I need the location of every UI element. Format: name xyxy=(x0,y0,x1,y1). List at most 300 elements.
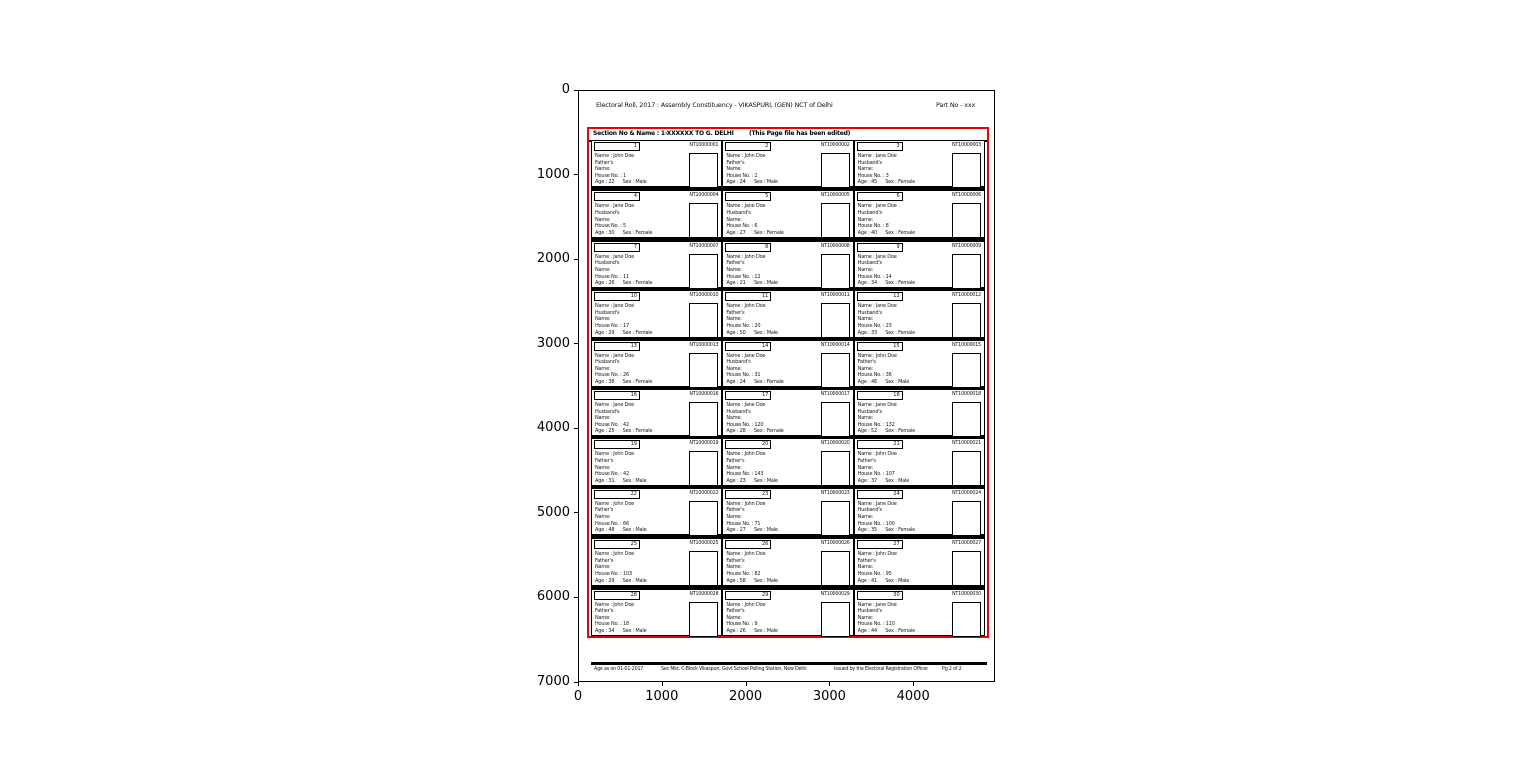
serial-number-box: 19 xyxy=(594,440,640,449)
epic-number: NT10000005 xyxy=(820,193,850,199)
voter-details xyxy=(858,203,915,236)
age-sex-line: Age : 46 Sex : Male xyxy=(857,379,910,385)
photo-box xyxy=(821,451,850,486)
voter-name-line: Name : Jane Doe xyxy=(857,500,897,507)
age-sex-line: Age : 28 Sex : Female xyxy=(726,428,784,435)
y-tick-mark xyxy=(574,343,578,344)
age-sex-line: Age : 24 Sex : Female xyxy=(726,379,784,385)
age-sex-line: Age : 26 Sex : Female xyxy=(595,280,653,287)
house-number-line: House No. : 1 xyxy=(595,172,627,179)
epic-number: NT10000015 xyxy=(952,342,981,348)
voter-card xyxy=(722,340,853,387)
epic-number: NT10000020 xyxy=(820,441,850,447)
voter-name-line: Name : Jane Doe xyxy=(726,203,766,210)
serial-number-box: 13 xyxy=(594,342,640,351)
voter-name-line: Name : John Doe xyxy=(595,451,635,458)
relation-name-line: Name: xyxy=(726,614,742,621)
photo-box xyxy=(689,303,718,338)
voter-details xyxy=(858,153,915,186)
serial-number-box: 24 xyxy=(857,490,903,499)
epic-number: NT10000006 xyxy=(952,193,981,199)
voter-card xyxy=(854,290,985,337)
relation-name-line: Name: xyxy=(726,514,742,521)
relation-name-line: Name: xyxy=(857,614,874,621)
relation-name-line: Name: xyxy=(595,514,611,521)
section-label: Section No & Name : 1-XXXXXX TO G. DELHI xyxy=(593,130,734,137)
voter-card xyxy=(591,190,722,237)
footer-polling-station: Sec Mkt, C-Block Vikaspuri, Govt School Polling Station, New Delhi xyxy=(661,667,807,672)
age-sex-line: Age : 33 Sex : Female xyxy=(857,329,915,336)
age-sex-line: Age : 27 Sex : Male xyxy=(726,527,778,534)
voter-name-line: Name : Jane Doe xyxy=(726,352,766,359)
relation-name-line: Name: xyxy=(857,464,874,471)
house-number-line: House No. : 82 xyxy=(726,571,761,578)
voter-card xyxy=(722,389,853,436)
relation-name-line: Name: xyxy=(857,514,874,521)
house-number-line: House No. : 8 xyxy=(857,223,889,230)
voter-name-line: Name : John Doe xyxy=(857,551,897,558)
epic-number: NT10000007 xyxy=(689,243,719,249)
epic-number: NT10000004 xyxy=(689,193,719,199)
age-sex-line: Age : 58 Sex : Male xyxy=(726,577,778,584)
relation-name-line: Name: xyxy=(726,464,742,471)
y-tick-label: 7000 xyxy=(536,674,570,689)
epic-number: NT10000024 xyxy=(952,490,981,496)
relation-name-line: Name: xyxy=(726,564,742,571)
relation-line: Father's xyxy=(857,359,876,366)
relation-name-line: Name: xyxy=(857,415,874,422)
photo-box xyxy=(821,501,850,536)
relation-name-line: Name: xyxy=(726,216,742,223)
voter-grid xyxy=(591,140,985,636)
age-sex-line: Age : 35 Sex : Female xyxy=(857,527,915,534)
voter-details xyxy=(595,303,652,336)
epic-number: NT10000008 xyxy=(820,243,850,249)
serial-number-box: 14 xyxy=(725,342,771,351)
voter-name-line: Name : John Doe xyxy=(595,500,635,507)
serial-number-box: 10 xyxy=(594,292,640,301)
voter-details xyxy=(595,451,646,484)
age-sex-line: Age : 37 Sex : Male xyxy=(857,477,910,484)
relation-line: Father's xyxy=(726,159,745,166)
photo-box xyxy=(952,501,981,536)
age-sex-line: Age : 45 Sex : Female xyxy=(857,179,915,186)
relation-name-line: Name: xyxy=(857,564,874,571)
voter-row xyxy=(591,340,985,389)
epic-number: NT10000002 xyxy=(820,143,850,148)
part-number: Part No - xxx xyxy=(936,101,976,109)
voter-card xyxy=(591,438,722,485)
epic-number: NT10000009 xyxy=(952,243,981,249)
voter-details xyxy=(726,402,783,435)
voter-details xyxy=(858,254,915,287)
epic-number: NT10000011 xyxy=(820,293,850,299)
house-number-line: House No. : 6 xyxy=(726,223,758,230)
serial-number-box: 16 xyxy=(594,391,640,400)
voter-details xyxy=(726,501,777,534)
voter-details xyxy=(858,602,915,635)
voter-name-line: Name : John Doe xyxy=(726,451,766,458)
relation-line: Father's xyxy=(726,608,745,615)
voter-details xyxy=(595,602,646,635)
voter-row xyxy=(591,538,985,588)
voter-name-line: Name : John Doe xyxy=(726,601,766,608)
photo-box xyxy=(952,602,981,637)
age-sex-line: Age : 44 Sex : Female xyxy=(857,628,915,635)
roll-header-title: Electoral Roll, 2017 : Assembly Constituency - VIKASPURI, (GEN) NCT of Delhi xyxy=(596,101,833,109)
voter-card xyxy=(854,589,985,636)
epic-number: NT10000001 xyxy=(689,143,719,148)
age-sex-line: Age : 25 Sex : Female xyxy=(595,428,653,435)
voter-card xyxy=(854,340,985,387)
relation-line: Husband's xyxy=(857,210,882,216)
voter-card xyxy=(591,538,722,585)
epic-number: NT10000029 xyxy=(820,591,850,597)
voter-details xyxy=(595,153,646,186)
age-sex-line: Age : 24 Sex : Male xyxy=(726,179,778,186)
photo-box xyxy=(689,203,718,238)
footer-page-number: Pg 2 of 2 xyxy=(942,667,962,672)
relation-line: Father's xyxy=(595,557,614,564)
x-tick-label: 0 xyxy=(573,689,583,704)
relation-line: Husband's xyxy=(857,507,882,514)
relation-name-line: Name: xyxy=(857,166,874,173)
age-sex-line: Age : 26 Sex : Male xyxy=(726,628,778,635)
age-sex-line: Age : 23 Sex : Male xyxy=(726,477,778,484)
y-tick-label: 6000 xyxy=(536,589,570,605)
voter-name-line: Name : Jane Doe xyxy=(857,153,897,159)
voter-row xyxy=(591,241,985,290)
photo-box xyxy=(821,402,850,437)
relation-name-line: Name: xyxy=(595,614,611,621)
relation-line: Father's xyxy=(595,159,614,166)
voter-card xyxy=(854,140,985,187)
relation-line: Father's xyxy=(726,309,745,316)
house-number-line: House No. : 120 xyxy=(726,421,764,428)
epic-number: NT10000028 xyxy=(689,591,719,597)
x-tick-label: 3000 xyxy=(812,689,846,704)
photo-box xyxy=(689,551,718,586)
serial-number-box: 20 xyxy=(725,440,771,449)
y-tick-mark xyxy=(574,259,578,260)
serial-number-box: 9 xyxy=(857,243,903,252)
relation-line: Father's xyxy=(595,507,614,514)
age-sex-line: Age : 29 Sex : Female xyxy=(595,329,653,336)
epic-number: NT10000027 xyxy=(952,541,981,547)
voter-details xyxy=(726,153,777,186)
voter-row xyxy=(591,589,985,636)
voter-details xyxy=(726,602,777,635)
photo-box xyxy=(689,602,718,637)
voter-details xyxy=(858,451,909,484)
x-tick-mark xyxy=(829,682,830,686)
age-sex-line: Age : 30 Sex : Female xyxy=(595,229,653,236)
voter-name-line: Name : Jane Doe xyxy=(857,303,897,310)
house-number-line: House No. : 95 xyxy=(857,571,892,578)
serial-number-box: 11 xyxy=(725,292,771,301)
voter-details xyxy=(595,402,652,435)
x-tick-label: 4000 xyxy=(896,689,930,704)
photo-box xyxy=(821,203,850,238)
photo-box xyxy=(952,153,981,188)
y-tick-mark xyxy=(574,512,578,513)
voter-card xyxy=(854,538,985,585)
voter-details xyxy=(726,551,777,584)
relation-line: Father's xyxy=(595,458,614,465)
house-number-line: House No. : 3 xyxy=(857,172,889,179)
serial-number-box: 28 xyxy=(594,591,640,600)
relation-name-line: Name: xyxy=(595,267,611,273)
relation-line: Husband's xyxy=(595,309,620,316)
serial-number-box: 2 xyxy=(725,142,771,151)
serial-number-box: 17 xyxy=(725,391,771,400)
voter-row xyxy=(591,290,985,339)
epic-number: NT10000016 xyxy=(689,392,719,398)
relation-name-line: Name: xyxy=(595,415,611,422)
relation-line: Father's xyxy=(726,458,745,465)
relation-name-line: Name: xyxy=(726,166,742,173)
voter-name-line: Name : John Doe xyxy=(857,451,897,458)
voter-row xyxy=(591,190,985,240)
voter-card xyxy=(591,241,722,288)
relation-line: Father's xyxy=(857,557,876,564)
voter-name-line: Name : John Doe xyxy=(726,303,766,310)
relation-name-line: Name: xyxy=(857,267,874,273)
footer-rule xyxy=(591,662,987,665)
house-number-line: House No. : 100 xyxy=(857,520,895,527)
voter-card xyxy=(854,190,985,237)
voter-name-line: Name : Jane Doe xyxy=(857,203,897,210)
house-number-line: House No. : 103 xyxy=(595,571,632,578)
epic-number: NT10000023 xyxy=(820,490,850,496)
plot-axes xyxy=(578,90,995,682)
voter-name-line: Name : Jane Doe xyxy=(595,402,634,409)
age-sex-line: Age : 40 Sex : Female xyxy=(857,229,915,236)
house-number-line: House No. : 14 xyxy=(857,273,892,280)
epic-number: NT10000017 xyxy=(820,392,850,398)
age-sex-line: Age : 27 Sex : Female xyxy=(726,229,784,236)
y-tick-label: 5000 xyxy=(536,504,570,520)
relation-line: Husband's xyxy=(595,408,620,415)
serial-number-box: 5 xyxy=(725,192,771,201)
age-sex-line: Age : 34 Sex : Male xyxy=(595,628,647,635)
house-number-line: House No. : 18 xyxy=(595,621,629,628)
voter-name-line: Name : Jane Doe xyxy=(595,303,634,310)
photo-box xyxy=(689,353,718,388)
serial-number-box: 23 xyxy=(725,490,771,499)
house-number-line: House No. : 26 xyxy=(595,372,629,379)
relation-name-line: Name: xyxy=(726,316,742,323)
photo-box xyxy=(952,203,981,238)
relation-line: Husband's xyxy=(857,159,882,166)
photo-box xyxy=(821,303,850,338)
footer-issuer: Issued by the Electoral Registration Officer xyxy=(834,667,929,672)
section-note: (This Page file has been edited) xyxy=(749,130,851,137)
house-number-line: House No. : 2 xyxy=(726,172,758,179)
voter-name-line: Name : John Doe xyxy=(726,551,766,558)
voter-name-line: Name : Jane Doe xyxy=(857,402,897,409)
relation-name-line: Name: xyxy=(857,216,874,223)
voter-name-line: Name : John Doe xyxy=(595,601,635,608)
voter-details xyxy=(858,402,915,435)
house-number-line: House No. : 12 xyxy=(726,273,761,280)
relation-line: Husband's xyxy=(857,608,882,615)
voter-card xyxy=(722,589,853,636)
house-number-line: House No. : 36 xyxy=(857,372,892,379)
relation-line: Husband's xyxy=(857,408,882,415)
voter-card xyxy=(854,389,985,436)
relation-line: Husband's xyxy=(595,260,620,267)
voter-card xyxy=(722,438,853,485)
relation-line: Husband's xyxy=(726,210,751,216)
epic-number: NT10000025 xyxy=(689,541,719,547)
voter-card xyxy=(722,140,853,187)
age-sex-line: Age : 21 Sex : Male xyxy=(726,280,778,287)
voter-details xyxy=(595,353,652,386)
relation-name-line: Name: xyxy=(726,365,742,372)
photo-box xyxy=(821,153,850,188)
voter-row xyxy=(591,389,985,438)
voter-card xyxy=(591,290,722,337)
age-sex-line: Age : 34 Sex : Female xyxy=(857,280,915,287)
voter-name-line: Name : John Doe xyxy=(726,153,766,159)
house-number-line: House No. : 66 xyxy=(595,520,629,527)
house-number-line: House No. : 132 xyxy=(857,421,895,428)
house-number-line: House No. : 5 xyxy=(595,223,627,230)
x-tick-mark xyxy=(746,682,747,686)
relation-line: Father's xyxy=(726,557,745,564)
photo-box xyxy=(952,451,981,486)
relation-line: Husband's xyxy=(857,309,882,316)
photo-box xyxy=(821,602,850,637)
serial-number-box: 15 xyxy=(857,342,903,351)
house-number-line: House No. : 23 xyxy=(857,323,892,329)
serial-number-box: 26 xyxy=(725,540,771,549)
photo-box xyxy=(689,254,718,289)
age-sex-line: Age : 31 Sex : Male xyxy=(595,477,647,484)
serial-number-box: 4 xyxy=(594,192,640,201)
voter-card xyxy=(854,241,985,288)
photo-box xyxy=(821,353,850,388)
voter-card xyxy=(722,290,853,337)
house-number-line: House No. : 71 xyxy=(726,520,761,527)
voter-row xyxy=(591,438,985,487)
house-number-line: House No. : 42 xyxy=(595,471,629,478)
voter-card xyxy=(722,538,853,585)
relation-name-line: Name: xyxy=(857,316,874,323)
photo-box xyxy=(821,551,850,586)
photo-box xyxy=(952,254,981,289)
epic-number: NT10000003 xyxy=(952,143,981,148)
voter-details xyxy=(858,551,909,584)
age-sex-line: Age : 41 Sex : Male xyxy=(857,577,910,584)
voter-card xyxy=(722,241,853,288)
voter-details xyxy=(726,451,777,484)
epic-number: NT10000012 xyxy=(952,293,981,299)
serial-number-box: 7 xyxy=(594,243,640,252)
epic-number: NT10000021 xyxy=(952,441,981,447)
relation-line: Husband's xyxy=(595,359,620,366)
voter-name-line: Name : Jane Doe xyxy=(595,352,634,359)
voter-details xyxy=(726,203,783,236)
age-sex-line: Age : 22 Sex : Male xyxy=(595,179,647,186)
relation-name-line: Name: xyxy=(595,564,611,571)
photo-box xyxy=(952,551,981,586)
epic-number: NT10000013 xyxy=(689,342,719,348)
y-tick-mark xyxy=(574,597,578,598)
relation-line: Husband's xyxy=(857,260,882,267)
relation-name-line: Name: xyxy=(857,365,874,372)
age-sex-line: Age : 52 Sex : Female xyxy=(857,428,915,435)
house-number-line: House No. : 20 xyxy=(726,323,761,329)
serial-number-box: 22 xyxy=(594,490,640,499)
house-number-line: House No. : 31 xyxy=(726,372,761,379)
relation-name-line: Name: xyxy=(726,267,742,273)
epic-number: NT10000030 xyxy=(952,591,981,597)
voter-details xyxy=(726,254,777,287)
y-tick-label: 4000 xyxy=(536,420,570,436)
y-tick-label: 3000 xyxy=(536,335,570,351)
relation-name-line: Name: xyxy=(726,415,742,422)
relation-line: Husband's xyxy=(726,359,751,366)
voter-details xyxy=(595,551,646,584)
epic-number: NT10000022 xyxy=(689,490,719,496)
house-number-line: House No. : 9 xyxy=(726,621,758,628)
age-sex-line: Age : 38 Sex : Female xyxy=(595,379,653,385)
epic-number: NT10000018 xyxy=(952,392,981,398)
serial-number-box: 6 xyxy=(857,192,903,201)
voter-card xyxy=(854,438,985,485)
voter-details xyxy=(858,501,915,534)
voter-card xyxy=(591,140,722,187)
voter-card xyxy=(591,589,722,636)
relation-name-line: Name: xyxy=(595,166,611,173)
photo-box xyxy=(689,501,718,536)
voter-name-line: Name : Jane Doe xyxy=(857,601,897,608)
house-number-line: House No. : 11 xyxy=(595,273,629,280)
epic-number: NT10000010 xyxy=(689,293,719,299)
voter-card xyxy=(591,340,722,387)
photo-box xyxy=(689,402,718,437)
house-number-line: House No. : 110 xyxy=(857,621,895,628)
serial-number-box: 12 xyxy=(857,292,903,301)
age-sex-line: Age : 50 Sex : Male xyxy=(726,329,778,336)
x-tick-mark xyxy=(662,682,663,686)
x-tick-label: 1000 xyxy=(645,689,679,704)
serial-number-box: 25 xyxy=(594,540,640,549)
relation-line: Husband's xyxy=(595,210,620,216)
photo-box xyxy=(689,153,718,188)
relation-name-line: Name: xyxy=(595,365,611,372)
serial-number-box: 18 xyxy=(857,391,903,400)
x-tick-mark xyxy=(913,682,914,686)
y-tick-mark xyxy=(574,174,578,175)
serial-number-box: 29 xyxy=(725,591,771,600)
age-sex-line: Age : 48 Sex : Male xyxy=(595,527,647,534)
voter-name-line: Name : John Doe xyxy=(857,352,897,359)
voter-details xyxy=(595,501,646,534)
voter-details xyxy=(595,254,652,287)
voter-name-line: Name : Jane Doe xyxy=(726,402,766,409)
y-tick-label: 0 xyxy=(561,82,570,97)
serial-number-box: 1 xyxy=(594,142,640,151)
photo-box xyxy=(952,303,981,338)
y-tick-mark xyxy=(574,90,578,91)
epic-number: NT10000019 xyxy=(689,441,719,447)
serial-number-box: 27 xyxy=(857,540,903,549)
relation-name-line: Name: xyxy=(595,216,611,223)
voter-details xyxy=(726,353,783,386)
